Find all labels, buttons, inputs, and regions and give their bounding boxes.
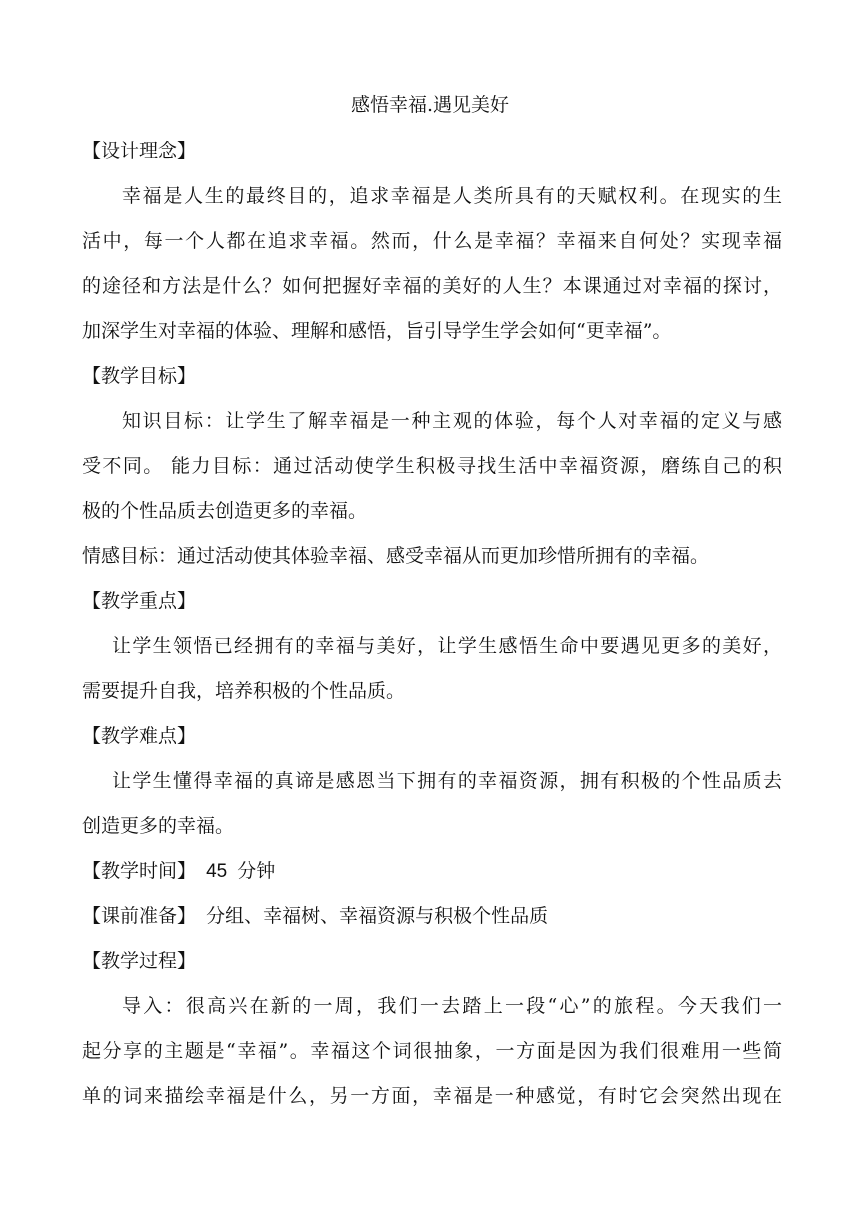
heading-process: 【教学过程】 xyxy=(82,950,197,972)
paragraph-line: 创造更多的幸福。 xyxy=(82,815,235,837)
paragraph-line: 加深学生对幸福的体验、理解和感悟，旨引导学生学会如何“更幸福”。 xyxy=(82,320,672,342)
time-unit: 分钟 xyxy=(237,860,276,882)
heading-teaching-goals: 【教学目标】 xyxy=(82,365,197,387)
document-title: 感悟幸福.遇见美好 xyxy=(350,94,510,116)
teaching-time-line xyxy=(82,859,782,884)
paragraph-line: 的途径和方法是什么？如何把握好幸福的美好的人生？本课通过对幸福的探讨， xyxy=(82,275,782,297)
preparation-text: 分组、幸福树、幸福资源与积极个性品质 xyxy=(206,905,549,927)
heading-difficulties: 【教学难点】 xyxy=(82,725,197,747)
paragraph-line: 受不同。 能力目标：通过活动使学生积极寻找生活中幸福资源，磨练自己的积 xyxy=(82,455,782,477)
paragraph-line: 知识目标：让学生了解幸福是一种主观的体验，每个人对幸福的定义与感 xyxy=(122,410,782,432)
heading-key-points: 【教学重点】 xyxy=(82,590,197,612)
paragraph-line: 起分享的主题是“幸福”。幸福这个词很抽象，一方面是因为我们很难用一些简 xyxy=(82,1040,782,1062)
paragraph-line: 需要提升自我，培养积极的个性品质。 xyxy=(82,680,406,702)
time-number: 45 xyxy=(206,861,228,882)
heading-preparation: 【课前准备】 xyxy=(82,905,197,927)
paragraph-line: 情感目标：通过活动使其体验幸福、感受幸福从而更加珍惜所拥有的幸福。 xyxy=(82,545,710,567)
heading-design-concept: 【设计理念】 xyxy=(82,140,197,162)
paragraph-line: 导入：很高兴在新的一周，我们一去踏上一段“心”的旅程。今天我们一 xyxy=(122,995,782,1017)
paragraph-line: 幸福是人生的最终目的，追求幸福是人类所具有的天赋权利。在现实的生 xyxy=(122,185,782,207)
paragraph-line: 让学生领悟已经拥有的幸福与美好，让学生感悟生命中要遇见更多的美好， xyxy=(112,635,782,657)
paragraph-line: 极的个性品质去创造更多的幸福。 xyxy=(82,500,368,522)
paragraph-line: 活中，每一个人都在追求幸福。然而，什么是幸福？幸福来自何处？实现幸福 xyxy=(82,230,782,252)
paragraph-line: 让学生懂得幸福的真谛是感恩当下拥有的幸福资源，拥有积极的个性品质去 xyxy=(112,770,782,792)
paragraph-line: 单的词来描绘幸福是什么，另一方面，幸福是一种感觉，有时它会突然出现在 xyxy=(82,1085,782,1107)
preparation-line xyxy=(82,904,782,928)
heading-teaching-time: 【教学时间】 xyxy=(82,860,197,882)
